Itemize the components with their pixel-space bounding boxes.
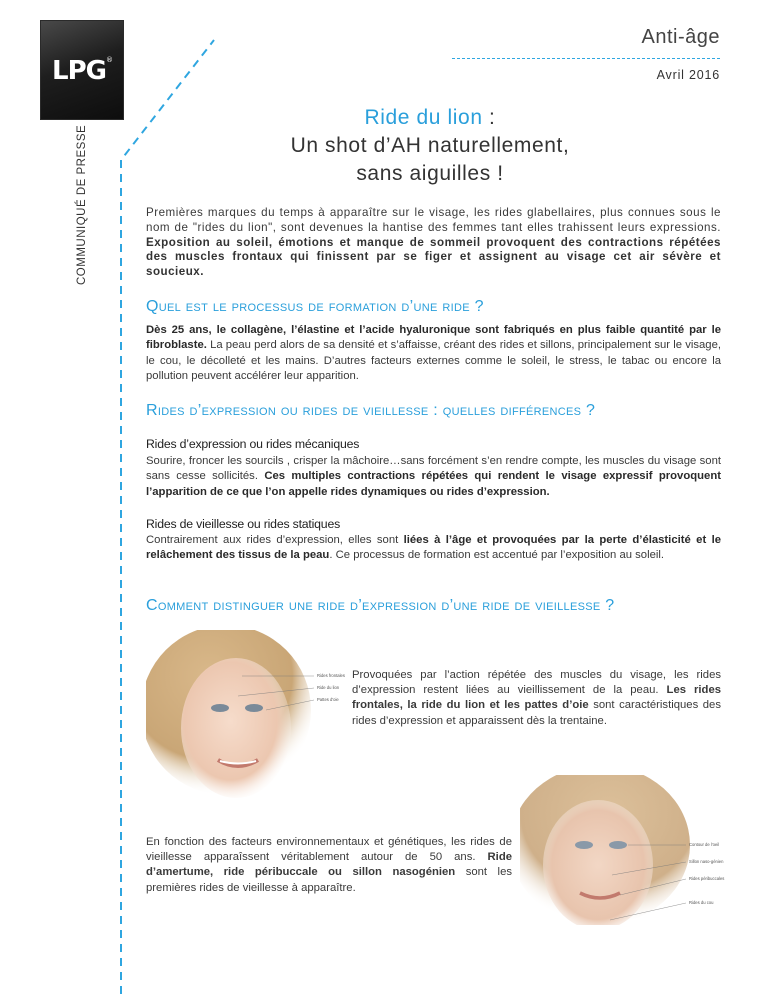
aging-wrinkles-text-2: . Ce processus de formation est accentué par l’exposition au soleil. (329, 549, 665, 562)
subheading-expression-wrinkles: Rides d’expression ou rides mécaniques (146, 437, 360, 451)
aging-description-text-2: sont les premières rides de vieillesse à apparaître. (146, 866, 512, 894)
lpg-logo (40, 20, 124, 120)
title-separator: : (482, 106, 496, 129)
press-release-label: COMMUNIQUÉ DE PRESSE (76, 124, 88, 285)
intro-bold-text: Exposition au soleil, émotions et manque de sommeil provoquent des contractions répétées des muscles frontaux qui finissent par se figer et assignent au visage cet air sévère et soucieux. (146, 235, 721, 279)
face1-label-crowsfeet: Pattes d'oie (317, 697, 339, 702)
expression-wrinkles-text: Sourire, froncer les sourcils , crisper la mâchoire…sans forcément s’en rendre compte, les muscles du visage sont sans cesse sollicités. (146, 455, 721, 483)
section-formation-text: La peau perd alors de sa densité et s’affaisse, créant des rides et sillons, principalement sur le visage, le cou, le décolleté et les mains. D’autres facteurs externes comme le soleil, le stress, le tabac ou encore la pollution peuvent accélérer leur apparition. (146, 339, 721, 382)
title-line-2: Un shot d’AH naturellement, (290, 134, 570, 157)
section-formation-paragraph (146, 323, 721, 384)
face2-label-perioral: Rides péribuccales (689, 876, 725, 881)
face1-label-frown: Ride du lion (317, 685, 340, 690)
intro-text: Premières marques du temps à apparaître sur le visage, les rides glabellaires, plus connues sous le nom de "rides du lion", sont devenues la hantise des femmes tant elles trahissent leurs expressions. (146, 206, 721, 234)
section-heading-differences: Rides d’expression ou rides de vieillesse : quelles différences ? (146, 402, 596, 419)
face2-label-neck: Rides du cou (689, 900, 714, 905)
expression-description-paragraph (352, 668, 721, 729)
section-heading-formation: Quel est le processus de formation d’une ride ? (146, 298, 484, 315)
aging-wrinkles-bold: liées à l’âge et provoquées par la perte d’élasticité et le relâchement des tissus de la peau (146, 534, 721, 562)
aging-wrinkles-text-1: Contrairement aux rides d’expression, elles sont (146, 534, 404, 546)
aging-wrinkles-paragraph (146, 533, 721, 564)
section-formation-bold: Dès 25 ans, le collagène, l’élastine et l’acide hyaluronique sont fabriqués en plus faible quantité par le fibroblaste. (146, 324, 721, 352)
face2-label-nasolabial: Sillon naso-génien (689, 859, 724, 864)
face2-label-eye-contour: Contour de l'oeil (689, 842, 720, 847)
face1-label-forehead: Rides frontales (317, 673, 345, 678)
aging-description-text-1: En fonction des facteurs environnementaux et génétiques, les rides de vieillesse apparaîssent véritablement autour de 50 ans. (146, 836, 512, 864)
expression-description-text-2: sont caractéristiques des rides d’expression et apparaissent dès la trentaine. (352, 699, 721, 727)
aging-description-paragraph (146, 835, 512, 896)
face-illustration-expression (146, 630, 346, 805)
expression-wrinkles-paragraph (146, 454, 721, 500)
logo-text: LPG (52, 56, 106, 86)
header-dashed-rule (452, 58, 720, 59)
expression-description-bold: Les rides frontales, la ride du lion et les pattes d’oie (352, 684, 722, 712)
title-line-3: sans aiguilles ! (356, 162, 504, 185)
expression-wrinkles-bold: Ces multiples contractions répétées qui rendent le visage expressif provoquent l’apparition de ce que l’on appelle rides dynamiques ou rides d’expression. (146, 470, 721, 498)
date-label: Avril 2016 (656, 68, 720, 82)
face-illustration-aging (520, 775, 730, 925)
subheading-aging-wrinkles: Rides de vieillesse ou rides statiques (146, 517, 341, 531)
logo-registered-mark: ® (105, 56, 112, 64)
expression-description-text-1: Provoquées par l’action répétée des muscles du visage, les rides d’expression restent liées au vieillissement de la peau. (352, 669, 721, 697)
category-label: Anti-âge (641, 26, 720, 48)
section-heading-distinguish: Comment distinguer une ride d’expression d’une ride de vieillesse ? (146, 597, 615, 614)
aging-description-bold: Ride d’amertume, ride péribuccale ou sillon nasogénien (146, 851, 512, 879)
intro-paragraph (146, 206, 721, 280)
page-title (200, 104, 660, 188)
title-accent: Ride du lion (364, 106, 483, 129)
